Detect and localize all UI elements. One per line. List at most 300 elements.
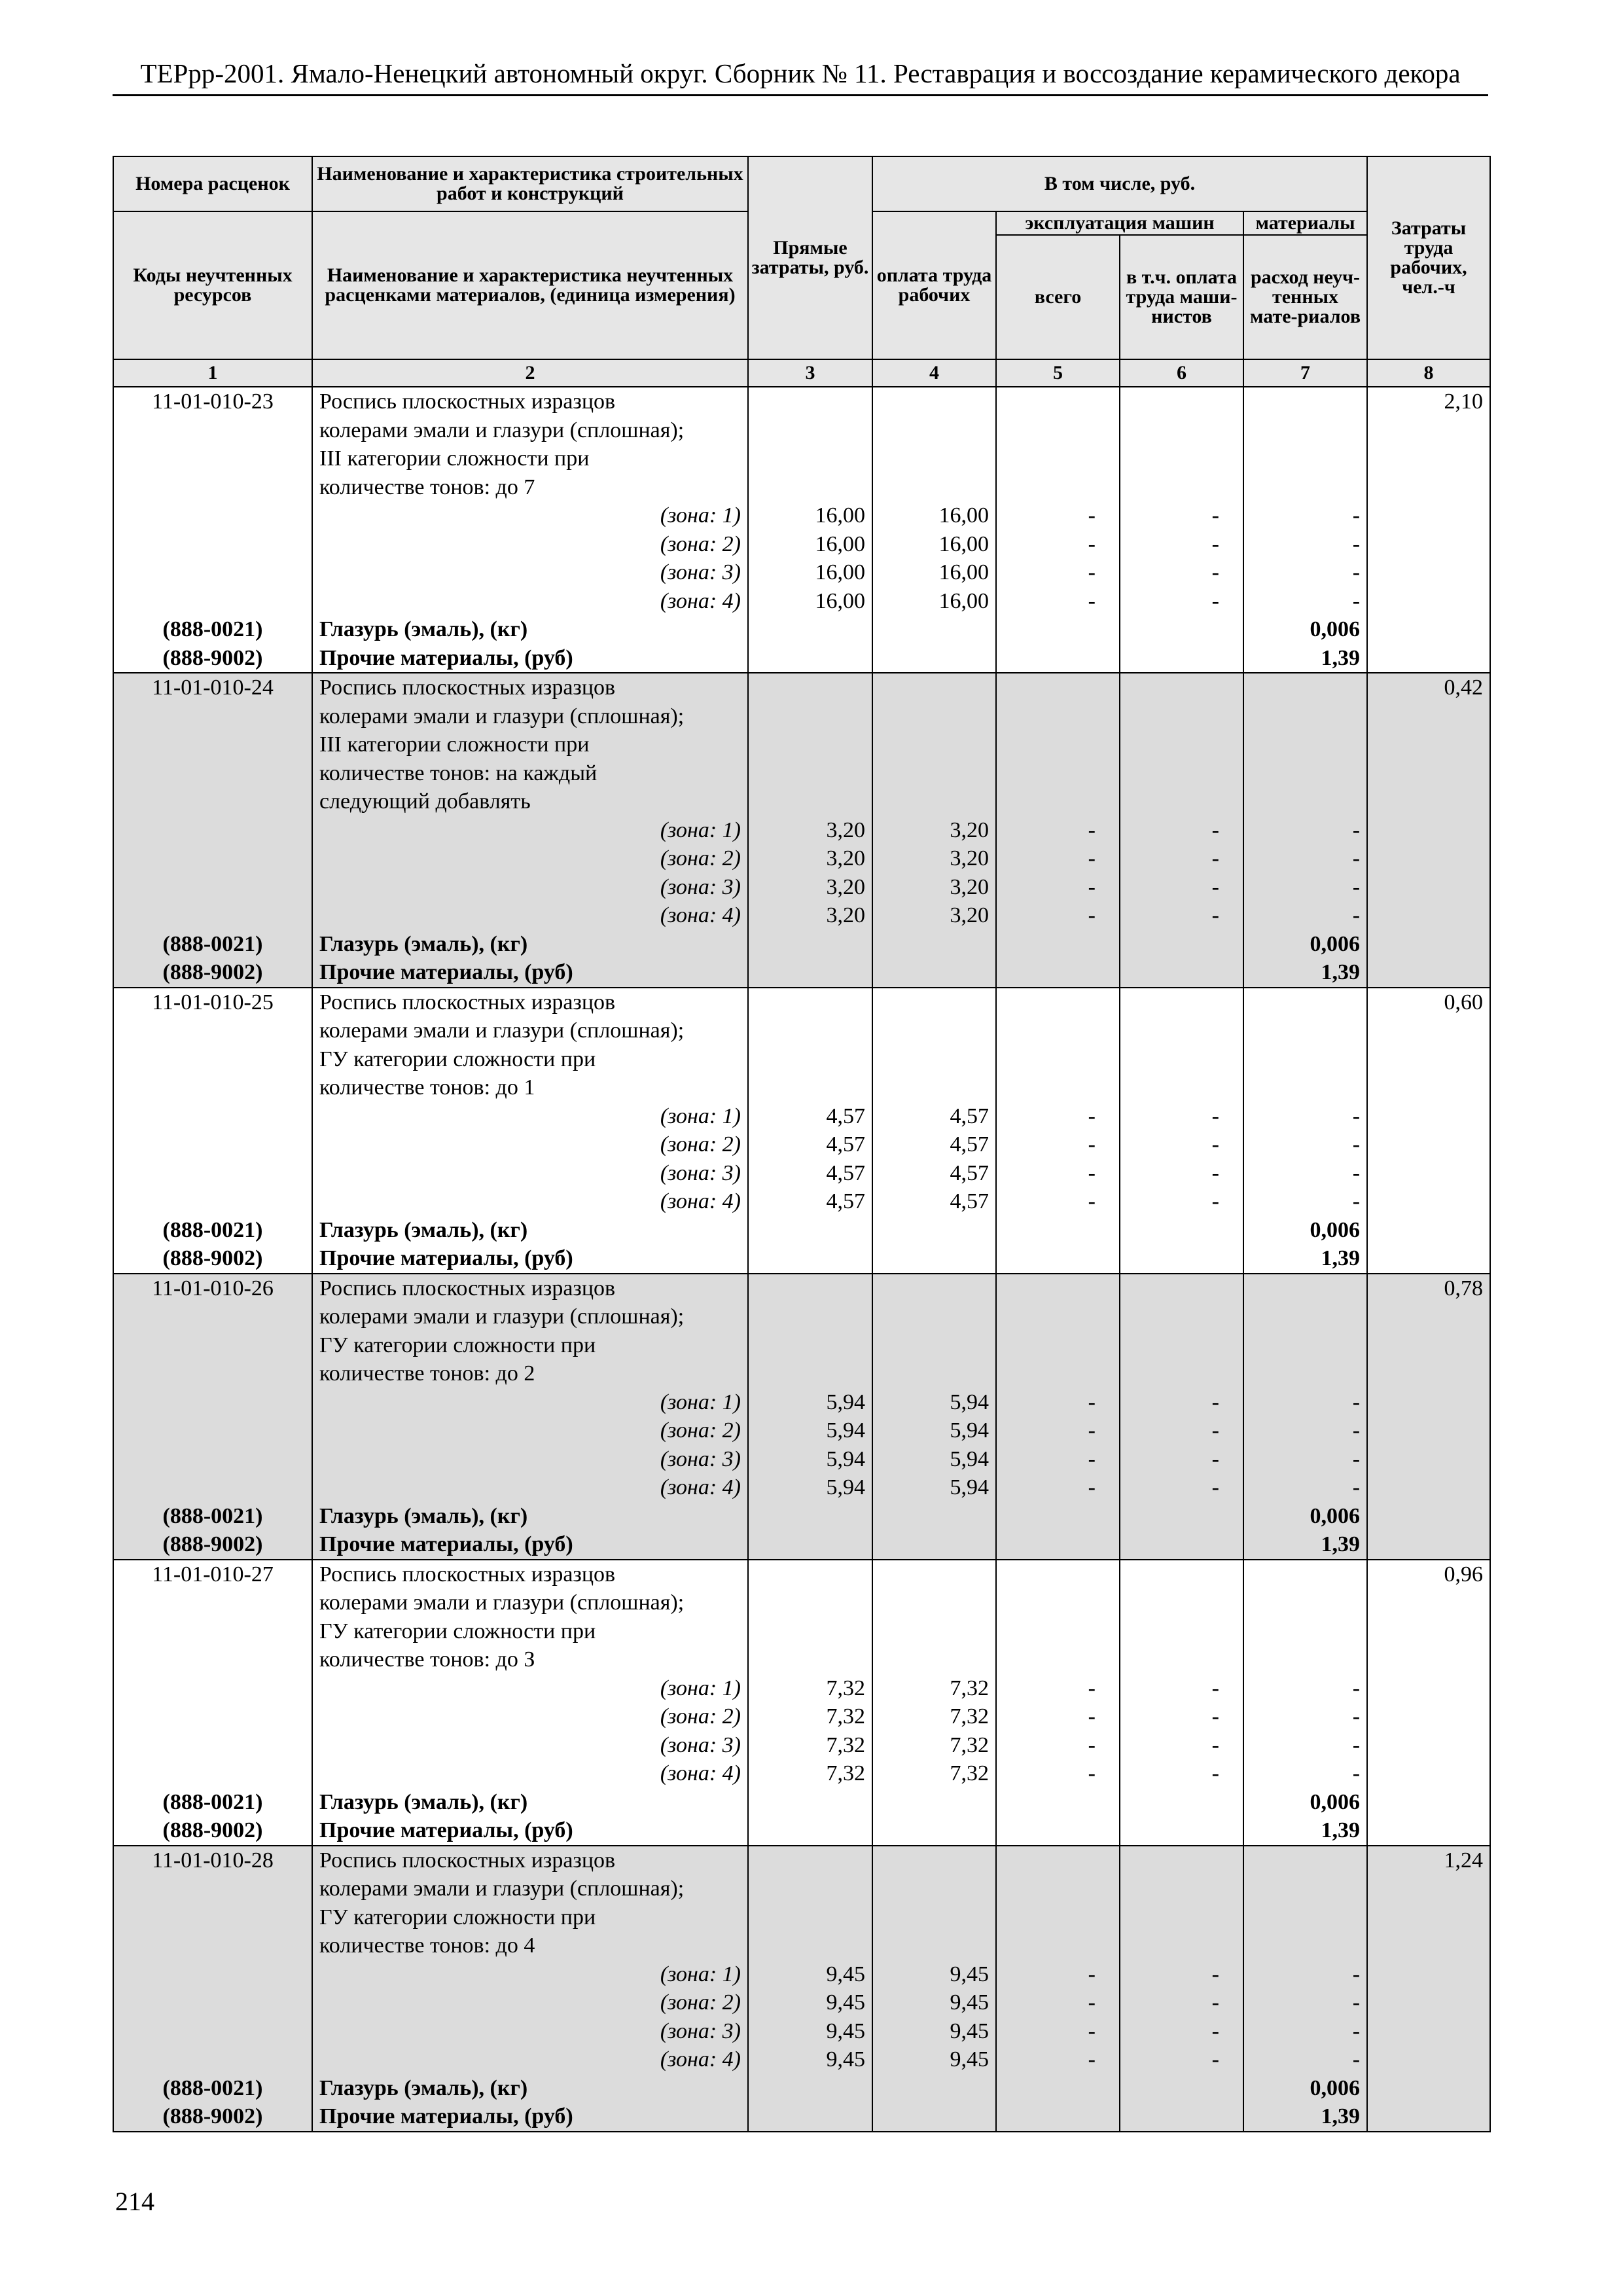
machine-total: - xyxy=(1088,1761,1096,1785)
spacer xyxy=(120,702,305,731)
spacer xyxy=(755,930,865,959)
spacer xyxy=(880,702,989,731)
spacer xyxy=(1251,759,1360,788)
spacer xyxy=(755,988,865,1017)
material-qty: 1,39 xyxy=(1321,2104,1361,2128)
machine-total: - xyxy=(1088,1446,1096,1471)
spacer xyxy=(1003,1045,1113,1074)
spacer xyxy=(755,1331,865,1360)
zone-label: (зона: 3) xyxy=(660,1446,741,1471)
rate-code: 11-01-010-26 xyxy=(152,1276,274,1300)
rate-description-line: Роспись плоскостных изразцов xyxy=(319,1848,616,1873)
materials-value: - xyxy=(1352,1390,1361,1414)
direct-cost: 3,20 xyxy=(826,903,865,927)
spacer xyxy=(880,1302,989,1331)
spacer xyxy=(120,1388,305,1417)
material-code: (888-0021) xyxy=(162,931,263,956)
spacer xyxy=(120,787,305,816)
material-qty: 0,006 xyxy=(1310,2075,1361,2100)
col-number: 6 xyxy=(1120,359,1243,387)
zone-label: (зона: 3) xyxy=(660,1732,741,1757)
spacer xyxy=(1251,1617,1360,1646)
workers-pay: 7,32 xyxy=(950,1676,989,1700)
material-code: (888-0021) xyxy=(162,617,263,641)
col-number: 5 xyxy=(996,359,1120,387)
rate-description-line: колерами эмали и глазури (сплошная); xyxy=(319,1304,685,1329)
spacer xyxy=(880,1788,989,1817)
workers-pay-cell xyxy=(872,387,996,673)
rate-code-cell xyxy=(113,673,312,988)
material-code: (888-0021) xyxy=(162,1503,263,1528)
workers-pay: 9,45 xyxy=(950,1962,989,1986)
workers-pay: 7,32 xyxy=(950,1732,989,1757)
rate-description-line: количестве тонов: до 2 xyxy=(319,1361,535,1386)
machine-total: - xyxy=(1088,874,1096,899)
materials-value: - xyxy=(1352,817,1361,842)
zone-label: (зона: 1) xyxy=(660,1103,741,1128)
table-row xyxy=(113,988,1490,1274)
table-row xyxy=(113,387,1490,673)
spacer xyxy=(120,1988,305,2017)
spacer xyxy=(1003,1216,1113,1245)
spacer xyxy=(1251,730,1360,759)
rate-description-line: количестве тонов: до 4 xyxy=(319,1933,535,1958)
rate-description-line: Роспись плоскостных изразцов xyxy=(319,675,616,700)
spacer xyxy=(1127,1274,1236,1303)
workers-pay: 3,20 xyxy=(950,817,989,842)
spacer xyxy=(880,387,989,416)
spacer xyxy=(120,1617,305,1646)
machine-pay: - xyxy=(1211,846,1219,870)
zone-label: (зона: 1) xyxy=(660,1962,741,1986)
spacer xyxy=(755,958,865,987)
labor-cell xyxy=(1367,673,1490,988)
spacer xyxy=(880,988,989,1017)
machine-pay: - xyxy=(1211,903,1219,927)
material-name: Прочие материалы, (руб) xyxy=(319,2104,573,2128)
spacer xyxy=(1251,473,1360,502)
spacer xyxy=(1127,1073,1236,1102)
rate-code: 11-01-010-27 xyxy=(152,1562,274,1587)
spacer xyxy=(120,1016,305,1045)
header-resource-codes: Коды неучтенных ресурсов xyxy=(113,211,312,359)
labor-value: 0,42 xyxy=(1444,675,1484,700)
spacer xyxy=(1251,1931,1360,1960)
labor-value: 2,10 xyxy=(1444,389,1484,414)
spacer xyxy=(1003,1931,1113,1960)
material-code: (888-9002) xyxy=(162,1246,263,1270)
machine-total: - xyxy=(1088,1160,1096,1185)
workers-pay-cell xyxy=(872,1846,996,2132)
spacer xyxy=(1003,673,1113,702)
spacer xyxy=(1251,1045,1360,1074)
spacer xyxy=(880,1560,989,1589)
zone-label: (зона: 2) xyxy=(660,1418,741,1443)
header-including-label: В том числе, руб. xyxy=(1044,173,1196,194)
materials-value: - xyxy=(1352,531,1361,556)
rate-description-line: ГУ категории сложности при xyxy=(319,1905,596,1929)
materials-value: - xyxy=(1352,503,1361,528)
spacer xyxy=(1127,1530,1236,1559)
spacer xyxy=(755,1617,865,1646)
spacer xyxy=(120,1102,305,1131)
header-labor: Затраты труда рабочих, чел.-ч xyxy=(1367,156,1490,359)
spacer xyxy=(1127,1216,1236,1245)
header-machine-operation: эксплуатация машин xyxy=(996,211,1243,235)
materials-value: - xyxy=(1352,1103,1361,1128)
rate-description-cell xyxy=(312,1274,748,1560)
spacer xyxy=(1251,1645,1360,1674)
rate-description-line: ГУ категории сложности при xyxy=(319,1333,596,1357)
rate-description-line: III категории сложности при xyxy=(319,446,590,471)
workers-pay: 16,00 xyxy=(938,560,989,584)
machine-total: - xyxy=(1088,2047,1096,2072)
machine-pay-cell xyxy=(1120,387,1243,673)
rate-description-line: ГУ категории сложности при xyxy=(319,1047,596,1071)
material-name: Глазурь (эмаль), (кг) xyxy=(319,1789,528,1814)
direct-cost-cell xyxy=(748,387,872,673)
machine-pay: - xyxy=(1211,1446,1219,1471)
spacer xyxy=(1251,444,1360,473)
spacer xyxy=(880,1931,989,1960)
rate-code: 11-01-010-25 xyxy=(152,990,274,1014)
spacer xyxy=(755,2102,865,2131)
header-including xyxy=(872,156,1367,211)
spacer xyxy=(1127,444,1236,473)
spacer xyxy=(880,615,989,644)
rate-description-cell xyxy=(312,988,748,1274)
spacer xyxy=(755,473,865,502)
material-qty: 1,39 xyxy=(1321,1818,1361,1842)
rate-code: 11-01-010-28 xyxy=(152,1848,274,1873)
rate-code-cell xyxy=(113,1274,312,1560)
spacer xyxy=(1127,958,1236,987)
spacer xyxy=(880,1588,989,1617)
material-qty: 1,39 xyxy=(1321,645,1361,670)
direct-cost: 16,00 xyxy=(815,588,865,613)
spacer xyxy=(755,787,865,816)
machine-total: - xyxy=(1088,817,1096,842)
spacer xyxy=(1127,1588,1236,1617)
workers-pay: 7,32 xyxy=(950,1704,989,1729)
spacer xyxy=(1127,1560,1236,1589)
spacer xyxy=(755,615,865,644)
direct-cost-cell xyxy=(748,988,872,1274)
spacer xyxy=(120,759,305,788)
direct-cost: 5,94 xyxy=(826,1475,865,1499)
machine-total: - xyxy=(1088,846,1096,870)
header-materials-consumption: расход неуч-тенных мате-риалов xyxy=(1243,235,1367,359)
col-number: 3 xyxy=(748,359,872,387)
spacer xyxy=(1127,1645,1236,1674)
spacer xyxy=(1127,730,1236,759)
zone-label: (зона: 1) xyxy=(660,1676,741,1700)
workers-pay: 7,32 xyxy=(950,1761,989,1785)
rate-description-cell xyxy=(312,1560,748,1846)
zone-label: (зона: 4) xyxy=(660,903,741,927)
labor-value: 0,78 xyxy=(1444,1276,1484,1300)
header-material-names: Наименование и характеристика неучтенных расценками материалов, (единица измерения) xyxy=(312,211,748,359)
zone-label: (зона: 3) xyxy=(660,1160,741,1185)
spacer xyxy=(120,530,305,559)
direct-cost: 16,00 xyxy=(815,560,865,584)
machine-total-cell xyxy=(996,1560,1120,1846)
rate-code-cell xyxy=(113,1560,312,1846)
materials-value: - xyxy=(1352,1761,1361,1785)
zone-label: (зона: 4) xyxy=(660,588,741,613)
workers-pay: 5,94 xyxy=(950,1390,989,1414)
workers-pay: 9,45 xyxy=(950,2047,989,2072)
machine-pay: - xyxy=(1211,2018,1219,2043)
spacer xyxy=(1251,1331,1360,1360)
spacer xyxy=(880,1846,989,1875)
machine-pay: - xyxy=(1211,1475,1219,1499)
spacer xyxy=(1003,1274,1113,1303)
spacer xyxy=(120,1073,305,1102)
spacer xyxy=(755,1045,865,1074)
material-code: (888-9002) xyxy=(162,1818,263,1842)
spacer xyxy=(880,1331,989,1360)
machine-pay: - xyxy=(1211,817,1219,842)
rate-code-cell xyxy=(113,1846,312,2132)
direct-cost: 9,45 xyxy=(826,2047,865,2072)
page-header: ТЕРрр-2001. Ямало-Ненецкий автономный округ. Сборник № 11. Реставрация и воссоздание керамического декора xyxy=(113,55,1488,96)
spacer xyxy=(880,759,989,788)
machine-total: - xyxy=(1088,503,1096,528)
header-materials: материалы xyxy=(1243,211,1367,235)
spacer xyxy=(880,1502,989,1531)
zone-label: (зона: 2) xyxy=(660,846,741,870)
machine-total: - xyxy=(1088,560,1096,584)
labor-value: 1,24 xyxy=(1444,1848,1484,1873)
spacer xyxy=(1003,787,1113,816)
spacer xyxy=(1003,1073,1113,1102)
rate-block xyxy=(113,673,1490,988)
rate-code-cell xyxy=(113,988,312,1274)
spacer xyxy=(755,1216,865,1245)
rate-code: 11-01-010-23 xyxy=(152,389,274,414)
materials-cell xyxy=(1243,1846,1367,2132)
spacer xyxy=(1127,1903,1236,1932)
rate-description-line: Роспись плоскостных изразцов xyxy=(319,389,616,414)
material-qty: 0,006 xyxy=(1310,1503,1361,1528)
page-number: 214 xyxy=(115,2187,154,2216)
workers-pay: 4,57 xyxy=(950,1132,989,1157)
rate-description-line: III категории сложности при xyxy=(319,732,590,757)
spacer xyxy=(1251,387,1360,416)
workers-pay-cell xyxy=(872,1560,996,1846)
zone-label: (зона: 1) xyxy=(660,1390,741,1414)
header-work-name: Наименование и характеристика строительных работ и конструкций xyxy=(312,156,748,211)
spacer xyxy=(1127,1617,1236,1646)
material-qty: 0,006 xyxy=(1310,1217,1361,1242)
spacer xyxy=(1127,1244,1236,1273)
workers-pay-cell xyxy=(872,1274,996,1560)
spacer xyxy=(1127,702,1236,731)
material-qty: 1,39 xyxy=(1321,960,1361,984)
spacer xyxy=(1251,1073,1360,1102)
spacer xyxy=(755,730,865,759)
materials-value: - xyxy=(1352,1446,1361,1471)
header-column-numbers xyxy=(113,359,1490,387)
col-number: 1 xyxy=(113,359,312,387)
spacer xyxy=(755,1016,865,1045)
spacer xyxy=(755,2074,865,2103)
material-code: (888-9002) xyxy=(162,960,263,984)
direct-cost: 9,45 xyxy=(826,1962,865,1986)
rate-description-line: Роспись плоскостных изразцов xyxy=(319,1276,616,1300)
labor-value: 0,60 xyxy=(1444,990,1484,1014)
direct-cost: 7,32 xyxy=(826,1676,865,1700)
spacer xyxy=(120,1874,305,1903)
materials-value: - xyxy=(1352,874,1361,899)
spacer xyxy=(1003,473,1113,502)
rate-description-line: Роспись плоскостных изразцов xyxy=(319,990,616,1014)
machine-pay-cell xyxy=(1120,988,1243,1274)
rate-code: 11-01-010-24 xyxy=(152,675,274,700)
spacer xyxy=(120,1331,305,1360)
spacer xyxy=(880,930,989,959)
spacer xyxy=(1003,930,1113,959)
header-direct-costs: Прямые затраты, руб. xyxy=(748,156,872,359)
spacer xyxy=(1251,1274,1360,1303)
direct-cost: 5,94 xyxy=(826,1446,865,1471)
spacer xyxy=(120,816,305,845)
spacer xyxy=(755,444,865,473)
machine-total-cell xyxy=(996,387,1120,673)
spacer xyxy=(120,1588,305,1617)
spacer xyxy=(880,673,989,702)
spacer xyxy=(1251,1588,1360,1617)
machine-total-cell xyxy=(996,673,1120,988)
zone-label: (зона: 4) xyxy=(660,2047,741,2072)
spacer xyxy=(1003,1874,1113,1903)
spacer xyxy=(1127,1846,1236,1875)
material-qty: 1,39 xyxy=(1321,1532,1361,1556)
rate-description-line: колерами эмали и глазури (сплошная); xyxy=(319,1018,685,1043)
spacer xyxy=(880,1045,989,1074)
workers-pay: 16,00 xyxy=(938,588,989,613)
machine-total: - xyxy=(1088,1418,1096,1443)
table-row xyxy=(113,1274,1490,1560)
spacer xyxy=(1003,1645,1113,1674)
zone-label: (зона: 4) xyxy=(660,1189,741,1213)
workers-pay: 4,57 xyxy=(950,1189,989,1213)
spacer xyxy=(755,1359,865,1388)
spacer xyxy=(1003,1560,1113,1589)
spacer xyxy=(120,730,305,759)
spacer xyxy=(1003,759,1113,788)
direct-cost-cell xyxy=(748,1560,872,1846)
zone-label: (зона: 4) xyxy=(660,1475,741,1499)
machine-pay: - xyxy=(1211,1418,1219,1443)
zone-label: (зона: 1) xyxy=(660,503,741,528)
material-code: (888-9002) xyxy=(162,2104,263,2128)
spacer xyxy=(1003,702,1113,731)
zone-label: (зона: 3) xyxy=(660,560,741,584)
rate-description-line: количестве тонов: до 1 xyxy=(319,1075,535,1100)
direct-cost: 16,00 xyxy=(815,503,865,528)
machine-pay-cell xyxy=(1120,673,1243,988)
spacer xyxy=(1127,1359,1236,1388)
machine-total: - xyxy=(1088,588,1096,613)
rate-description-line: колерами эмали и глазури (сплошная); xyxy=(319,704,685,728)
spacer xyxy=(1127,2102,1236,2131)
spacer xyxy=(880,1274,989,1303)
spacer xyxy=(1251,416,1360,445)
table-row xyxy=(113,1846,1490,2132)
spacer xyxy=(120,501,305,530)
spacer xyxy=(880,444,989,473)
machine-total: - xyxy=(1088,1103,1096,1128)
spacer xyxy=(120,1903,305,1932)
machine-pay: - xyxy=(1211,1732,1219,1757)
spacer xyxy=(120,2045,305,2074)
spacer xyxy=(880,1874,989,1903)
materials-cell xyxy=(1243,988,1367,1274)
material-name: Прочие материалы, (руб) xyxy=(319,960,573,984)
material-name: Глазурь (эмаль), (кг) xyxy=(319,1503,528,1528)
spacer xyxy=(1003,1331,1113,1360)
spacer xyxy=(120,1473,305,1502)
material-code: (888-9002) xyxy=(162,645,263,670)
spacer xyxy=(880,1617,989,1646)
spacer xyxy=(1127,2074,1236,2103)
spacer xyxy=(1003,444,1113,473)
machine-pay: - xyxy=(1211,1990,1219,2015)
materials-value: - xyxy=(1352,1676,1361,1700)
spacer xyxy=(120,901,305,930)
material-name: Глазурь (эмаль), (кг) xyxy=(319,617,528,641)
spacer xyxy=(755,1302,865,1331)
direct-cost: 16,00 xyxy=(815,531,865,556)
rate-block xyxy=(113,988,1490,1274)
materials-cell xyxy=(1243,1274,1367,1560)
spacer xyxy=(880,1073,989,1102)
workers-pay: 4,57 xyxy=(950,1103,989,1128)
machine-pay: - xyxy=(1211,1761,1219,1785)
workers-pay: 16,00 xyxy=(938,531,989,556)
spacer xyxy=(1251,1016,1360,1045)
rate-description-line: количестве тонов: на каждый xyxy=(319,761,597,785)
spacer xyxy=(1003,1816,1113,1845)
spacer xyxy=(880,416,989,445)
material-name: Прочие материалы, (руб) xyxy=(319,1532,573,1556)
labor-value: 0,96 xyxy=(1444,1562,1484,1587)
spacer xyxy=(1003,1788,1113,1817)
zone-label: (зона: 3) xyxy=(660,874,741,899)
spacer xyxy=(755,1931,865,1960)
spacer xyxy=(880,1903,989,1932)
materials-value: - xyxy=(1352,903,1361,927)
direct-cost: 5,94 xyxy=(826,1418,865,1443)
spacer xyxy=(880,1216,989,1245)
workers-pay: 4,57 xyxy=(950,1160,989,1185)
spacer xyxy=(1251,1846,1360,1875)
direct-cost: 4,57 xyxy=(826,1189,865,1213)
spacer xyxy=(1003,958,1113,987)
spacer xyxy=(120,844,305,873)
machine-total-cell xyxy=(996,1274,1120,1560)
rate-description-line: количестве тонов: до 7 xyxy=(319,475,535,499)
spacer xyxy=(880,1816,989,1845)
spacer xyxy=(1003,1502,1113,1531)
spacer xyxy=(1003,1588,1113,1617)
machine-pay: - xyxy=(1211,560,1219,584)
materials-cell xyxy=(1243,673,1367,988)
spacer xyxy=(1127,930,1236,959)
spacer xyxy=(1003,644,1113,673)
